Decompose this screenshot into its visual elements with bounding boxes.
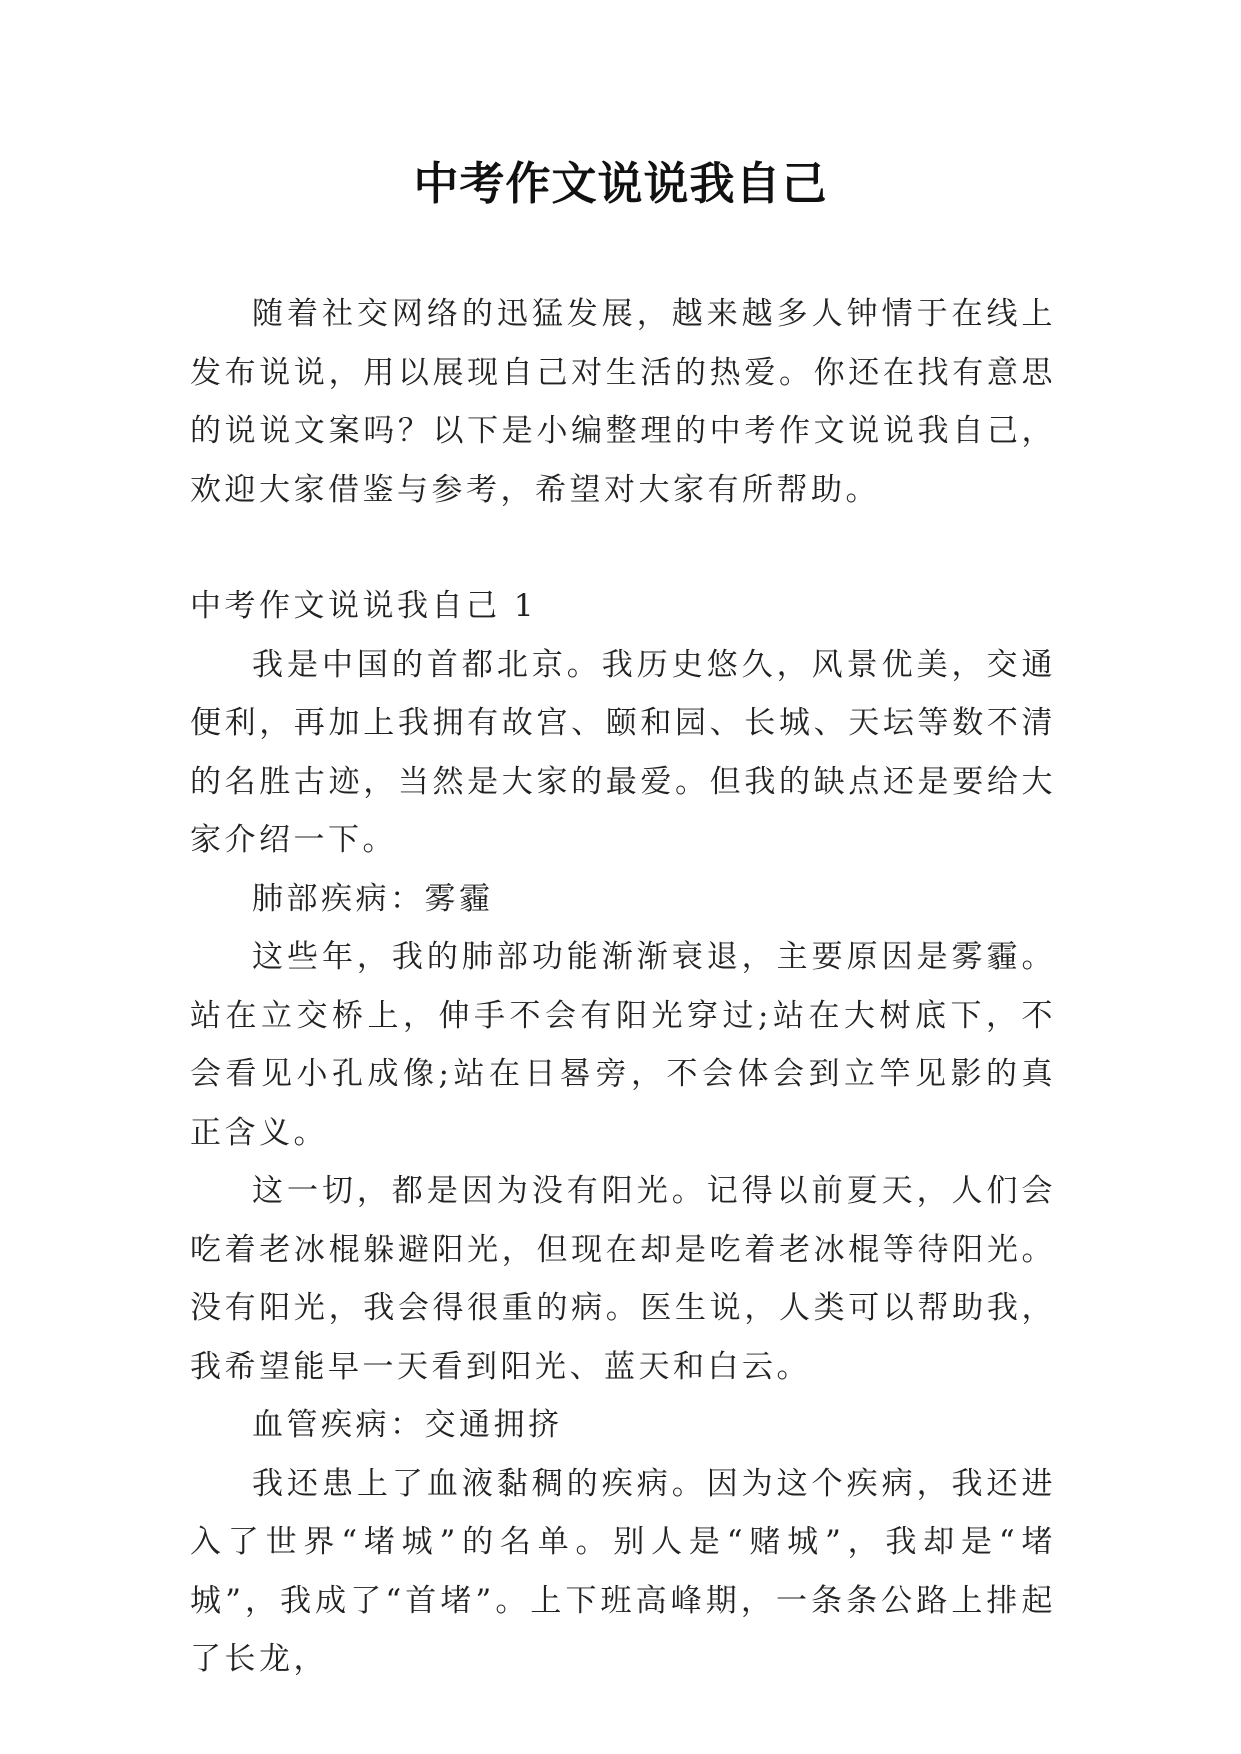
body-paragraph: 我还患上了血液黏稠的疾病。因为这个疾病，我还进入了世界“堵城”的名单。别人是“赌城”，我却是“堵城”，我成了“首堵”。上下班高峰期，一条条公路上排起了长龙， xyxy=(190,1465,1056,1677)
body-paragraph: 这一切，都是因为没有阳光。记得以前夏天，人们会吃着老冰棍躲避阳光，但现在却是吃着老冰棍等待阳光。没有阳光，我会得很重的病。医生说，人类可以帮助我，我希望能早一天看到阳光、蓝天和白云。 xyxy=(190,1173,1056,1385)
intro-paragraph: 随着社交网络的迅猛发展，越来越多人钟情于在线上发布说说，用以展现自己对生活的热爱。你还在找有意思的说说文案吗？以下是小编整理的中考作文说说我自己，欢迎大家借鉴与参考，希望对大家有所帮助。 xyxy=(190,296,1056,508)
document-title: 中考作文说说我自己 xyxy=(413,157,828,210)
section-gap xyxy=(190,519,1056,577)
document-body xyxy=(190,285,1056,1689)
subheading-vascular-disease: 血管疾病：交通拥挤 xyxy=(252,1407,563,1443)
subheading-lung-disease: 肺部疾病：雾霾 xyxy=(252,880,494,917)
body-paragraph: 这些年，我的肺部功能渐渐衰退，主要原因是雾霾。站在立交桥上，伸手不会有阳光穿过;站在大树底下，不会看见小孔成像;站在日晷旁，不会体会到立竿见影的真正含义。 xyxy=(190,939,1056,1151)
section-heading: 中考作文说说我自己 1 xyxy=(190,588,538,624)
body-paragraph: 我是中国的首都北京。我历史悠久，风景优美，交通便利，再加上我拥有故宫、颐和园、长城、天坛等数不清的名胜古迹，当然是大家的最爱。但我的缺点还是要给大家介绍一下。 xyxy=(190,646,1056,858)
